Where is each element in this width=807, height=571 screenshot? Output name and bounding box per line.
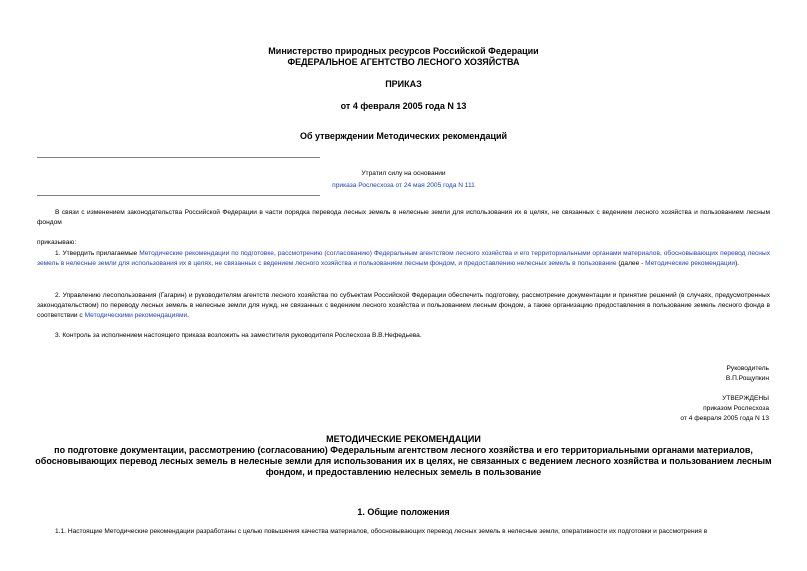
- item1-mid: (далее -: [616, 260, 646, 267]
- recommendations-link[interactable]: Методические рекомендации по подготовке, рассмотрению (согласованию) Федеральным агентством лесного хозяйства и его территориальными органами материалов, обосновывающих перевод лесных земель в нелесные земли для использования их в целях, не связанных с ведением лесного хозяйства и пользованием лесным фондом, и предоставлению нелесных земель в пользование: [37, 250, 770, 267]
- intro-paragraph: В связи с изменением законодательства Российской Федерации в части порядка перевода лесных земель в нелесные земли для использования их в целях, не связанных с ведением лесного хозяйства и пользованием лесным фондом: [37, 209, 770, 226]
- recommendations-title: МЕТОДИЧЕСКИЕ РЕКОМЕНДАЦИИ: [326, 434, 481, 444]
- item1-suffix: ).: [735, 260, 740, 267]
- order-word: приказываю:: [37, 239, 77, 246]
- bottom-divider: [37, 195, 320, 196]
- section-1-title: 1. Общие положения: [357, 507, 450, 517]
- recommendations-reference-link[interactable]: Методическими рекомендациями: [84, 312, 188, 319]
- recommendations-subtitle-3: фондом, и предоставлению нелесных земель в пользование: [265, 467, 542, 477]
- recommendations-short-link[interactable]: Методические рекомендации: [645, 260, 736, 267]
- ministry-name: Министерство природных ресурсов Российской Федерации: [268, 46, 539, 56]
- order-item-2: [37, 291, 770, 321]
- recommendations-subtitle-1: по подготовке документации, рассмотрению (согласованию) Федеральным агентством лесного хозяйства и его территориальными органами материалов,: [54, 445, 753, 455]
- signer-name: В.П.Рощупкин: [725, 375, 769, 382]
- approval-line-1: УТВЕРЖДЕНЫ: [722, 395, 769, 402]
- repeal-order-link[interactable]: приказа Рослесхоза от 24 мая 2005 года N 111: [332, 182, 475, 189]
- document-type: ПРИКАЗ: [385, 79, 422, 89]
- order-item-3: 3. Контроль за исполнением настоящего приказа возложить на заместителя руководителя Рослесхоза В.В.Нефедьева.: [55, 332, 422, 339]
- signer-title: Руководитель: [726, 365, 769, 372]
- document-subject: Об утверждении Методических рекомендаций: [299, 131, 508, 141]
- agency-name: ФЕДЕРАЛЬНОЕ АГЕНТСТВО ЛЕСНОГО ХОЗЯЙСТВА: [287, 57, 520, 67]
- approval-block: [680, 394, 769, 424]
- item2-text: 2. Управлению лесопользования (Гагарин) и руководителям агентств лесного хозяйства по субъектам Российской Федерации обеспечить подготовку, рассмотрение документации и принятие решений (в случаях, предусмотренных законодательством) по переводу лесных земель в нелесные земли для нужд, не связанных с ведением лесного хозяйства и пользованием лесным фондом, а также организацию предоставления в пользование земель лесного фонда в соответствии с: [37, 292, 770, 319]
- approval-line-2: приказом Рослесхоза: [703, 405, 769, 412]
- order-item-1: [37, 249, 770, 269]
- top-divider: [37, 157, 320, 158]
- validity-notice: [320, 168, 487, 192]
- item2-suffix: .: [187, 312, 189, 319]
- document-date: от 4 февраля 2005 года N 13: [340, 101, 467, 111]
- section-1-paragraph: 1.1. Настоящие Методические рекомендации разработаны с целью повышения качества материалов, обосновывающих перевод лесных земель в нелесные земли, оперативности их подготовки и рассмотрения в: [55, 528, 708, 535]
- signature-block: [726, 364, 769, 384]
- recommendations-subtitle-2: обосновывающих перевод лесных земель в нелесные земли для использования их в целях, не связанных с ведением лесного хозяйства и пользованием лесным: [35, 456, 772, 466]
- item1-prefix: 1. Утвердить прилагаемые: [55, 250, 140, 257]
- validity-notice-text: Утратил силу на основании: [361, 170, 446, 177]
- approval-line-3: от 4 февраля 2005 года N 13: [680, 415, 769, 422]
